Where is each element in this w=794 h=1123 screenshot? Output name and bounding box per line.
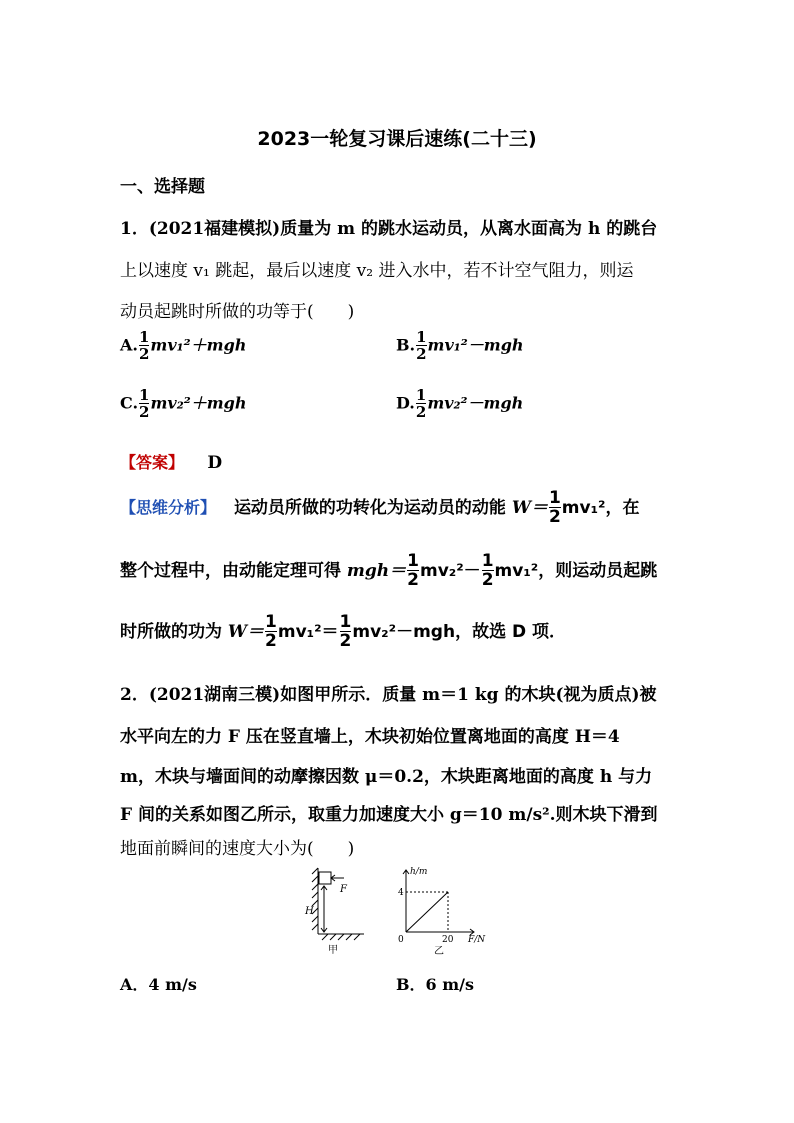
- q1-option-b[interactable]: B. $\frac{1}{2}$ mv₁²－mgh: [396, 328, 524, 363]
- q2-line-3: m，木块与墙面间的动摩擦因数 μ＝0.2，木块距离地面的高度 h 与力: [120, 767, 653, 787]
- svg-text:F: F: [340, 884, 347, 895]
- fraction: $\frac{1}{2}$: [416, 328, 427, 363]
- q2-option-a[interactable]: A．4 m/s: [120, 975, 197, 994]
- q1-option-c[interactable]: C. $\frac{1}{2}$ mv₂²＋mgh: [120, 386, 247, 421]
- svg-text:H: H: [305, 906, 314, 917]
- fraction: $\frac{1}{2}$: [339, 612, 352, 651]
- q2-option-b[interactable]: B．6 m/s: [396, 975, 475, 994]
- section-heading: 一、选择题: [120, 177, 205, 197]
- svg-text:乙: 乙: [434, 946, 444, 957]
- svg-text:甲: 甲: [328, 945, 338, 956]
- svg-text:F/N: F/N: [468, 935, 486, 945]
- figure-a-wall-block: [300, 864, 370, 956]
- q2-line-5: 地面前瞬间的速度大小为( ): [120, 839, 355, 859]
- q1-line-3: 动员起跳时所做的功等于( ): [120, 302, 355, 322]
- fraction: $\frac{1}{2}$: [407, 551, 419, 590]
- svg-text:20: 20: [442, 935, 454, 945]
- fraction: $\frac{1}{2}$: [548, 488, 561, 527]
- fraction: $\frac{1}{2}$: [415, 386, 427, 421]
- q2-line-1: 2．(2021湖南三模)如图甲所示．质量 m＝1 kg 的木块(视为质点)被: [120, 685, 657, 705]
- fraction: $\frac{1}{2}$: [265, 612, 277, 651]
- q1-analysis-line-2: 整个过程中，由动能定理可得 mgh＝ $\frac{1}{2}$ mv₂²－ $\frac{1}{2}$ mv₁²，则运动员起跳: [120, 551, 658, 590]
- fraction: $\frac{1}{2}$: [139, 386, 150, 421]
- page-title: 2023一轮复习课后速练(二十三): [257, 128, 537, 150]
- q1-line-1: 1．(2021福建模拟)质量为 m 的跳水运动员，从离水面高为 h 的跳台: [120, 219, 658, 239]
- fraction: $\frac{1}{2}$: [481, 551, 494, 590]
- svg-text:h/m: h/m: [410, 867, 428, 877]
- svg-text:0: 0: [398, 935, 404, 945]
- figure-b-h-vs-F-graph: [392, 862, 492, 958]
- q1-answer-line: [120, 450, 680, 473]
- analysis-tag: 【思维分析】: [120, 498, 217, 517]
- q1-line-2: 上以速度 v₁ 跳起，最后以速度 v₂ 进入水中，若不计空气阻力，则运: [120, 261, 634, 281]
- q1-option-d[interactable]: D. $\frac{1}{2}$ mv₂²－mgh: [396, 386, 524, 421]
- answer-tag: 【答案】: [120, 453, 185, 472]
- svg-text:4: 4: [398, 888, 404, 898]
- q2-line-4: F 间的关系如图乙所示，取重力加速度大小 g＝10 m/s².则木块下滑到: [120, 805, 658, 825]
- q2-line-2: 水平向左的力 F 压在竖直墙上，木块初始位置离地面的高度 H＝4: [120, 727, 620, 747]
- fraction: $\frac{1}{2}$: [138, 328, 150, 363]
- q1-analysis-line-1: 【思维分析】 运动员所做的功转化为运动员的动能 W＝ $\frac{1}{2}$ mv₁²，在: [120, 488, 640, 527]
- q1-analysis-line-3: 时所做的功为 W＝ $\frac{1}{2}$ mv₁²＝ $\frac{1}{2}$ mv₂²－mgh，故选 D 项．: [120, 612, 567, 651]
- answer-value: D: [207, 453, 223, 473]
- q1-option-a[interactable]: A. $\frac{1}{2}$ mv₁²＋mgh: [120, 328, 247, 363]
